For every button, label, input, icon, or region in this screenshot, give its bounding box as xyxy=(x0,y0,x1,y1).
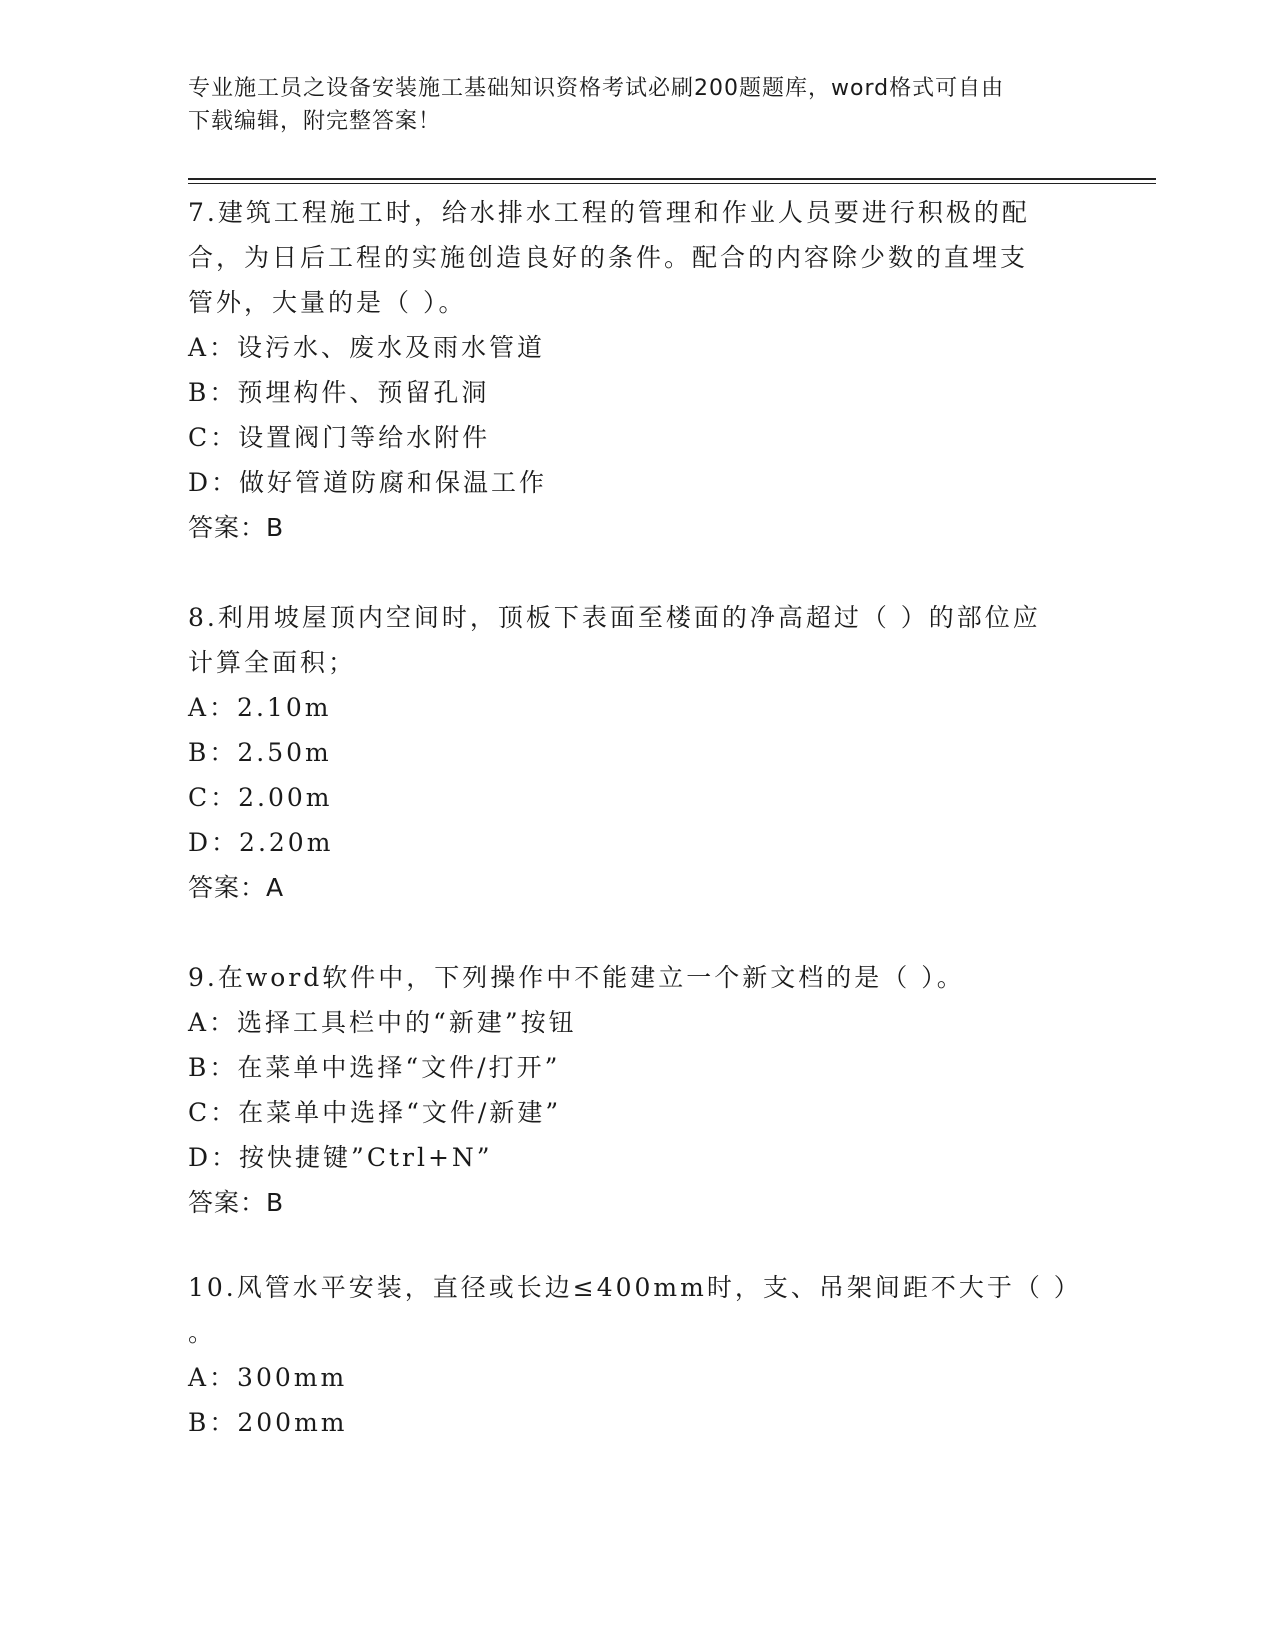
option-b: B：在菜单中选择“文件/打开” xyxy=(188,1053,561,1082)
document-header xyxy=(188,72,1068,138)
question-10 xyxy=(188,1265,1088,1445)
option-b: B：2.50m xyxy=(188,738,332,767)
question-stem-line: 计算全面积； xyxy=(188,648,357,677)
question-8 xyxy=(188,595,1088,910)
option-d: D：2.20m xyxy=(188,828,334,857)
question-9 xyxy=(188,955,1088,1225)
question-stem-line: 10.风管水平安装，直径或长边≤400mm时，支、吊架间距不大于（ ） xyxy=(188,1273,1082,1302)
question-stem-line: 9.在word软件中，下列操作中不能建立一个新文档的是（ ）。 xyxy=(188,963,965,992)
option-b: B：预埋构件、预留孔洞 xyxy=(188,378,490,407)
option-a: A：设污水、废水及雨水管道 xyxy=(188,333,546,362)
option-c: C：在菜单中选择“文件/新建” xyxy=(188,1098,562,1127)
question-stem-line: 管外，大量的是（ ）。 xyxy=(188,288,467,317)
question-spacer xyxy=(188,1225,1088,1265)
question-spacer xyxy=(188,550,1088,595)
option-b: B：200mm xyxy=(188,1408,348,1437)
option-c: C：2.00m xyxy=(188,783,333,812)
header-divider xyxy=(188,178,1156,184)
question-stem-line: 8.利用坡屋顶内空间时，顶板下表面至楼面的净高超过（ ）的部位应 xyxy=(188,603,1041,632)
option-a: A：2.10m xyxy=(188,693,332,722)
question-stem-line: 。 xyxy=(188,1318,217,1347)
question-7 xyxy=(188,190,1088,550)
header-line-1: 专业施工员之设备安装施工基础知识资格考试必刷200题题库，word格式可自由 xyxy=(188,76,1005,101)
option-a: A：300mm xyxy=(188,1363,348,1392)
document-body xyxy=(188,190,1088,1445)
question-stem-line: 合，为日后工程的实施创造良好的条件。配合的内容除少数的直埋支 xyxy=(188,243,1029,272)
option-c: C：设置阀门等给水附件 xyxy=(188,423,491,452)
option-d: D：按快捷键”Ctrl+N” xyxy=(188,1143,493,1172)
option-a: A：选择工具栏中的“新建”按钮 xyxy=(188,1008,577,1037)
header-line-2: 下载编辑，附完整答案！ xyxy=(188,109,442,134)
answer-label: 答案：B xyxy=(188,1188,285,1217)
option-d: D：做好管道防腐和保温工作 xyxy=(188,468,548,497)
question-stem-line: 7.建筑工程施工时，给水排水工程的管理和作业人员要进行积极的配 xyxy=(188,198,1030,227)
answer-label: 答案：B xyxy=(188,513,285,542)
question-spacer xyxy=(188,910,1088,955)
answer-label: 答案：A xyxy=(188,873,285,902)
